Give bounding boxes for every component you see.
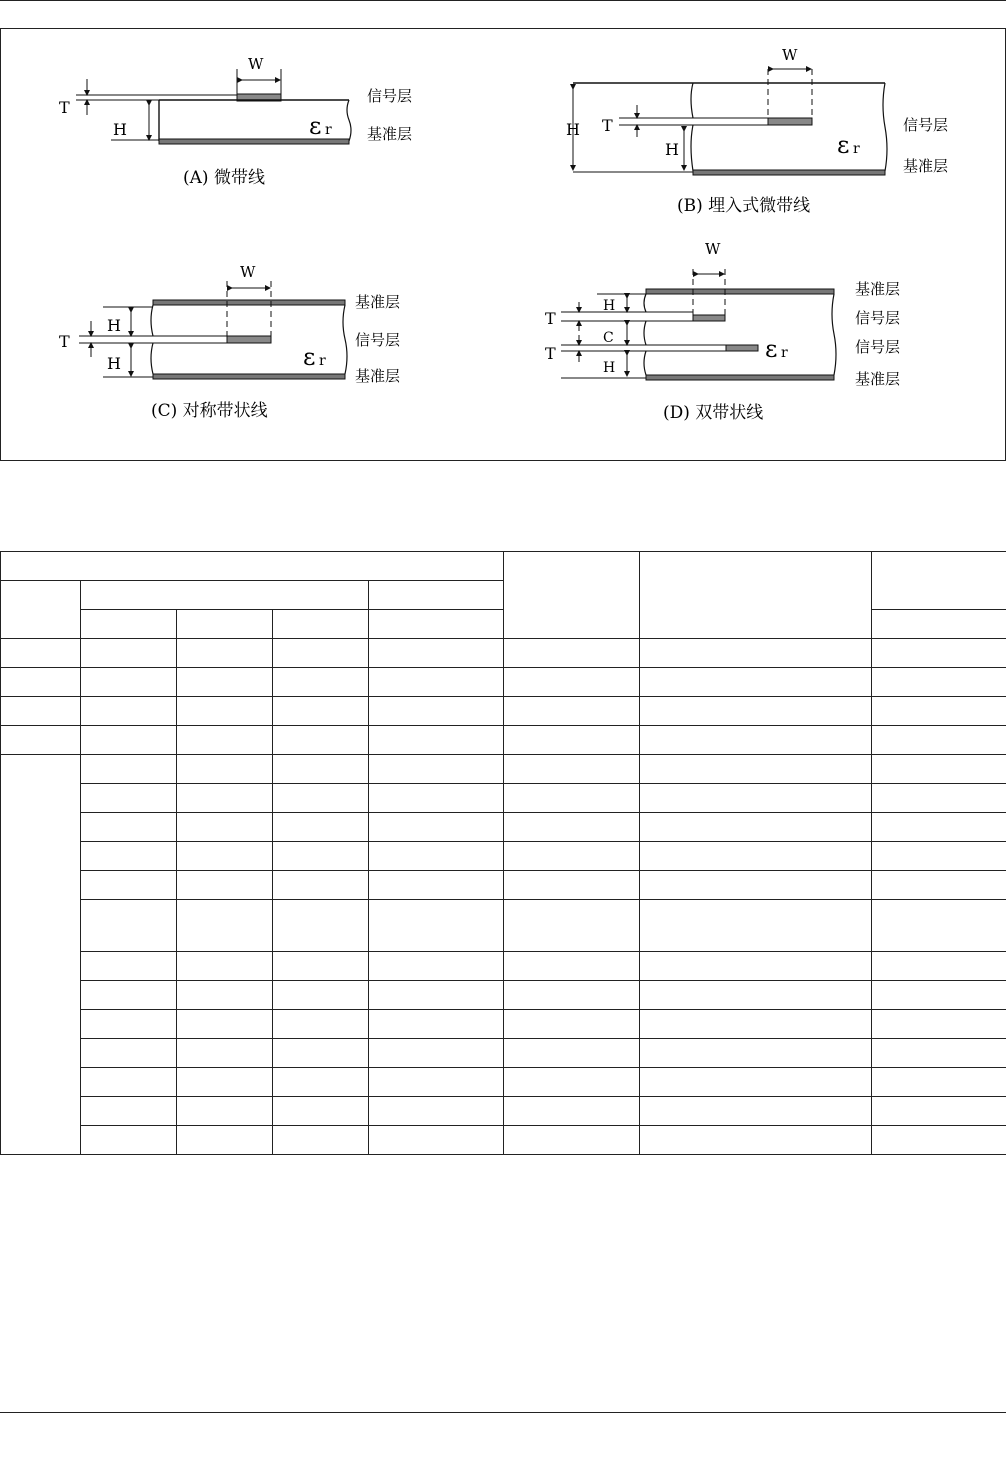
table-row — [1, 871, 1006, 900]
label-reference-layer-top: 基准层 — [355, 293, 401, 311]
table-row — [1, 668, 1006, 697]
table-row — [1, 784, 1006, 813]
reference-plane-top — [153, 300, 345, 305]
footer-rule — [0, 1412, 1006, 1413]
label-reference-layer-top: 基准层 — [855, 280, 901, 298]
label-reference-layer-bottom: 基准层 — [355, 367, 401, 385]
impedance-structure-diagrams — [1, 29, 1005, 460]
table-header-cell — [81, 581, 369, 610]
diagram-b-embedded-microstrip — [566, 46, 948, 216]
figure-frame — [0, 28, 1006, 461]
label-epsilon-sub: r — [781, 345, 788, 361]
header-rule — [0, 0, 1006, 1]
label-epsilon: ε — [309, 112, 322, 140]
label-epsilon-sub: r — [325, 122, 332, 138]
signal-trace — [768, 118, 812, 125]
reference-plane-top — [646, 289, 834, 294]
label-W: W — [705, 240, 721, 258]
table-header-cell — [504, 552, 640, 639]
label-reference-layer: 基准层 — [903, 157, 949, 175]
caption-b: (B) 埋入式微带线 — [677, 196, 811, 216]
table-header-cell — [1, 581, 81, 639]
table-header-cell — [177, 610, 273, 639]
table-header-cell — [640, 552, 872, 639]
diagram-a-microstrip — [59, 55, 412, 188]
table-header-cell — [872, 610, 1006, 639]
table-header-cell — [1, 552, 504, 581]
table-row — [1, 1039, 1006, 1068]
table-row — [1, 1126, 1006, 1155]
label-H: H — [113, 120, 127, 139]
table-row — [1, 1097, 1006, 1126]
label-reference-layer: 基准层 — [367, 125, 413, 143]
label-W: W — [248, 55, 264, 73]
signal-trace-2 — [726, 345, 758, 351]
caption-c: (C) 对称带状线 — [151, 401, 268, 421]
reference-plane — [693, 170, 885, 175]
table-row — [1, 639, 1006, 668]
label-reference-layer-bottom: 基准层 — [855, 370, 901, 388]
label-epsilon-sub: r — [853, 141, 860, 157]
table-row — [1, 981, 1006, 1010]
label-T: T — [602, 116, 613, 135]
table-row — [1, 813, 1006, 842]
table-header-cell — [273, 610, 369, 639]
table-header-cell — [369, 610, 504, 639]
label-H-top: H — [603, 298, 616, 314]
signal-trace-1 — [693, 315, 725, 321]
label-C: C — [603, 330, 614, 346]
table-row — [1, 697, 1006, 726]
table-row — [1, 842, 1006, 871]
label-signal-layer: 信号层 — [903, 116, 949, 134]
diagram-c-symmetric-stripline — [59, 263, 400, 421]
label-signal-layer-2: 信号层 — [855, 338, 901, 356]
label-H-top: H — [107, 316, 121, 335]
label-H-outer: H — [566, 120, 580, 139]
label-epsilon: ε — [837, 131, 850, 159]
reference-plane-bottom — [153, 374, 345, 379]
table-header-cell — [81, 610, 177, 639]
signal-trace — [227, 336, 271, 343]
table-row — [1, 900, 1006, 952]
label-signal-layer-1: 信号层 — [855, 309, 901, 327]
table-row — [1, 1068, 1006, 1097]
caption-a: (A) 微带线 — [183, 168, 265, 188]
label-epsilon-sub: r — [319, 353, 326, 369]
table-row — [1, 755, 1006, 784]
table-row — [1, 726, 1006, 755]
impedance-table — [0, 551, 1006, 1155]
caption-d: (D) 双带状线 — [663, 403, 764, 423]
table-header-cell — [872, 552, 1006, 610]
diagram-d-dual-stripline — [545, 240, 900, 423]
label-epsilon: ε — [765, 335, 778, 363]
label-H-inner: H — [665, 140, 679, 159]
table-header-cell — [369, 581, 504, 610]
table-row — [1, 952, 1006, 981]
table-row — [1, 1010, 1006, 1039]
label-T: T — [59, 332, 70, 351]
label-signal-layer: 信号层 — [355, 331, 401, 349]
label-W: W — [782, 46, 798, 64]
label-H-bottom: H — [603, 360, 616, 376]
label-T2: T — [545, 344, 556, 363]
label-W: W — [240, 263, 256, 281]
label-T1: T — [545, 309, 556, 328]
label-signal-layer: 信号层 — [367, 87, 413, 105]
label-epsilon: ε — [303, 343, 316, 371]
label-H-bottom: H — [107, 354, 121, 373]
label-T: T — [59, 98, 70, 117]
reference-plane-bottom — [646, 375, 834, 380]
